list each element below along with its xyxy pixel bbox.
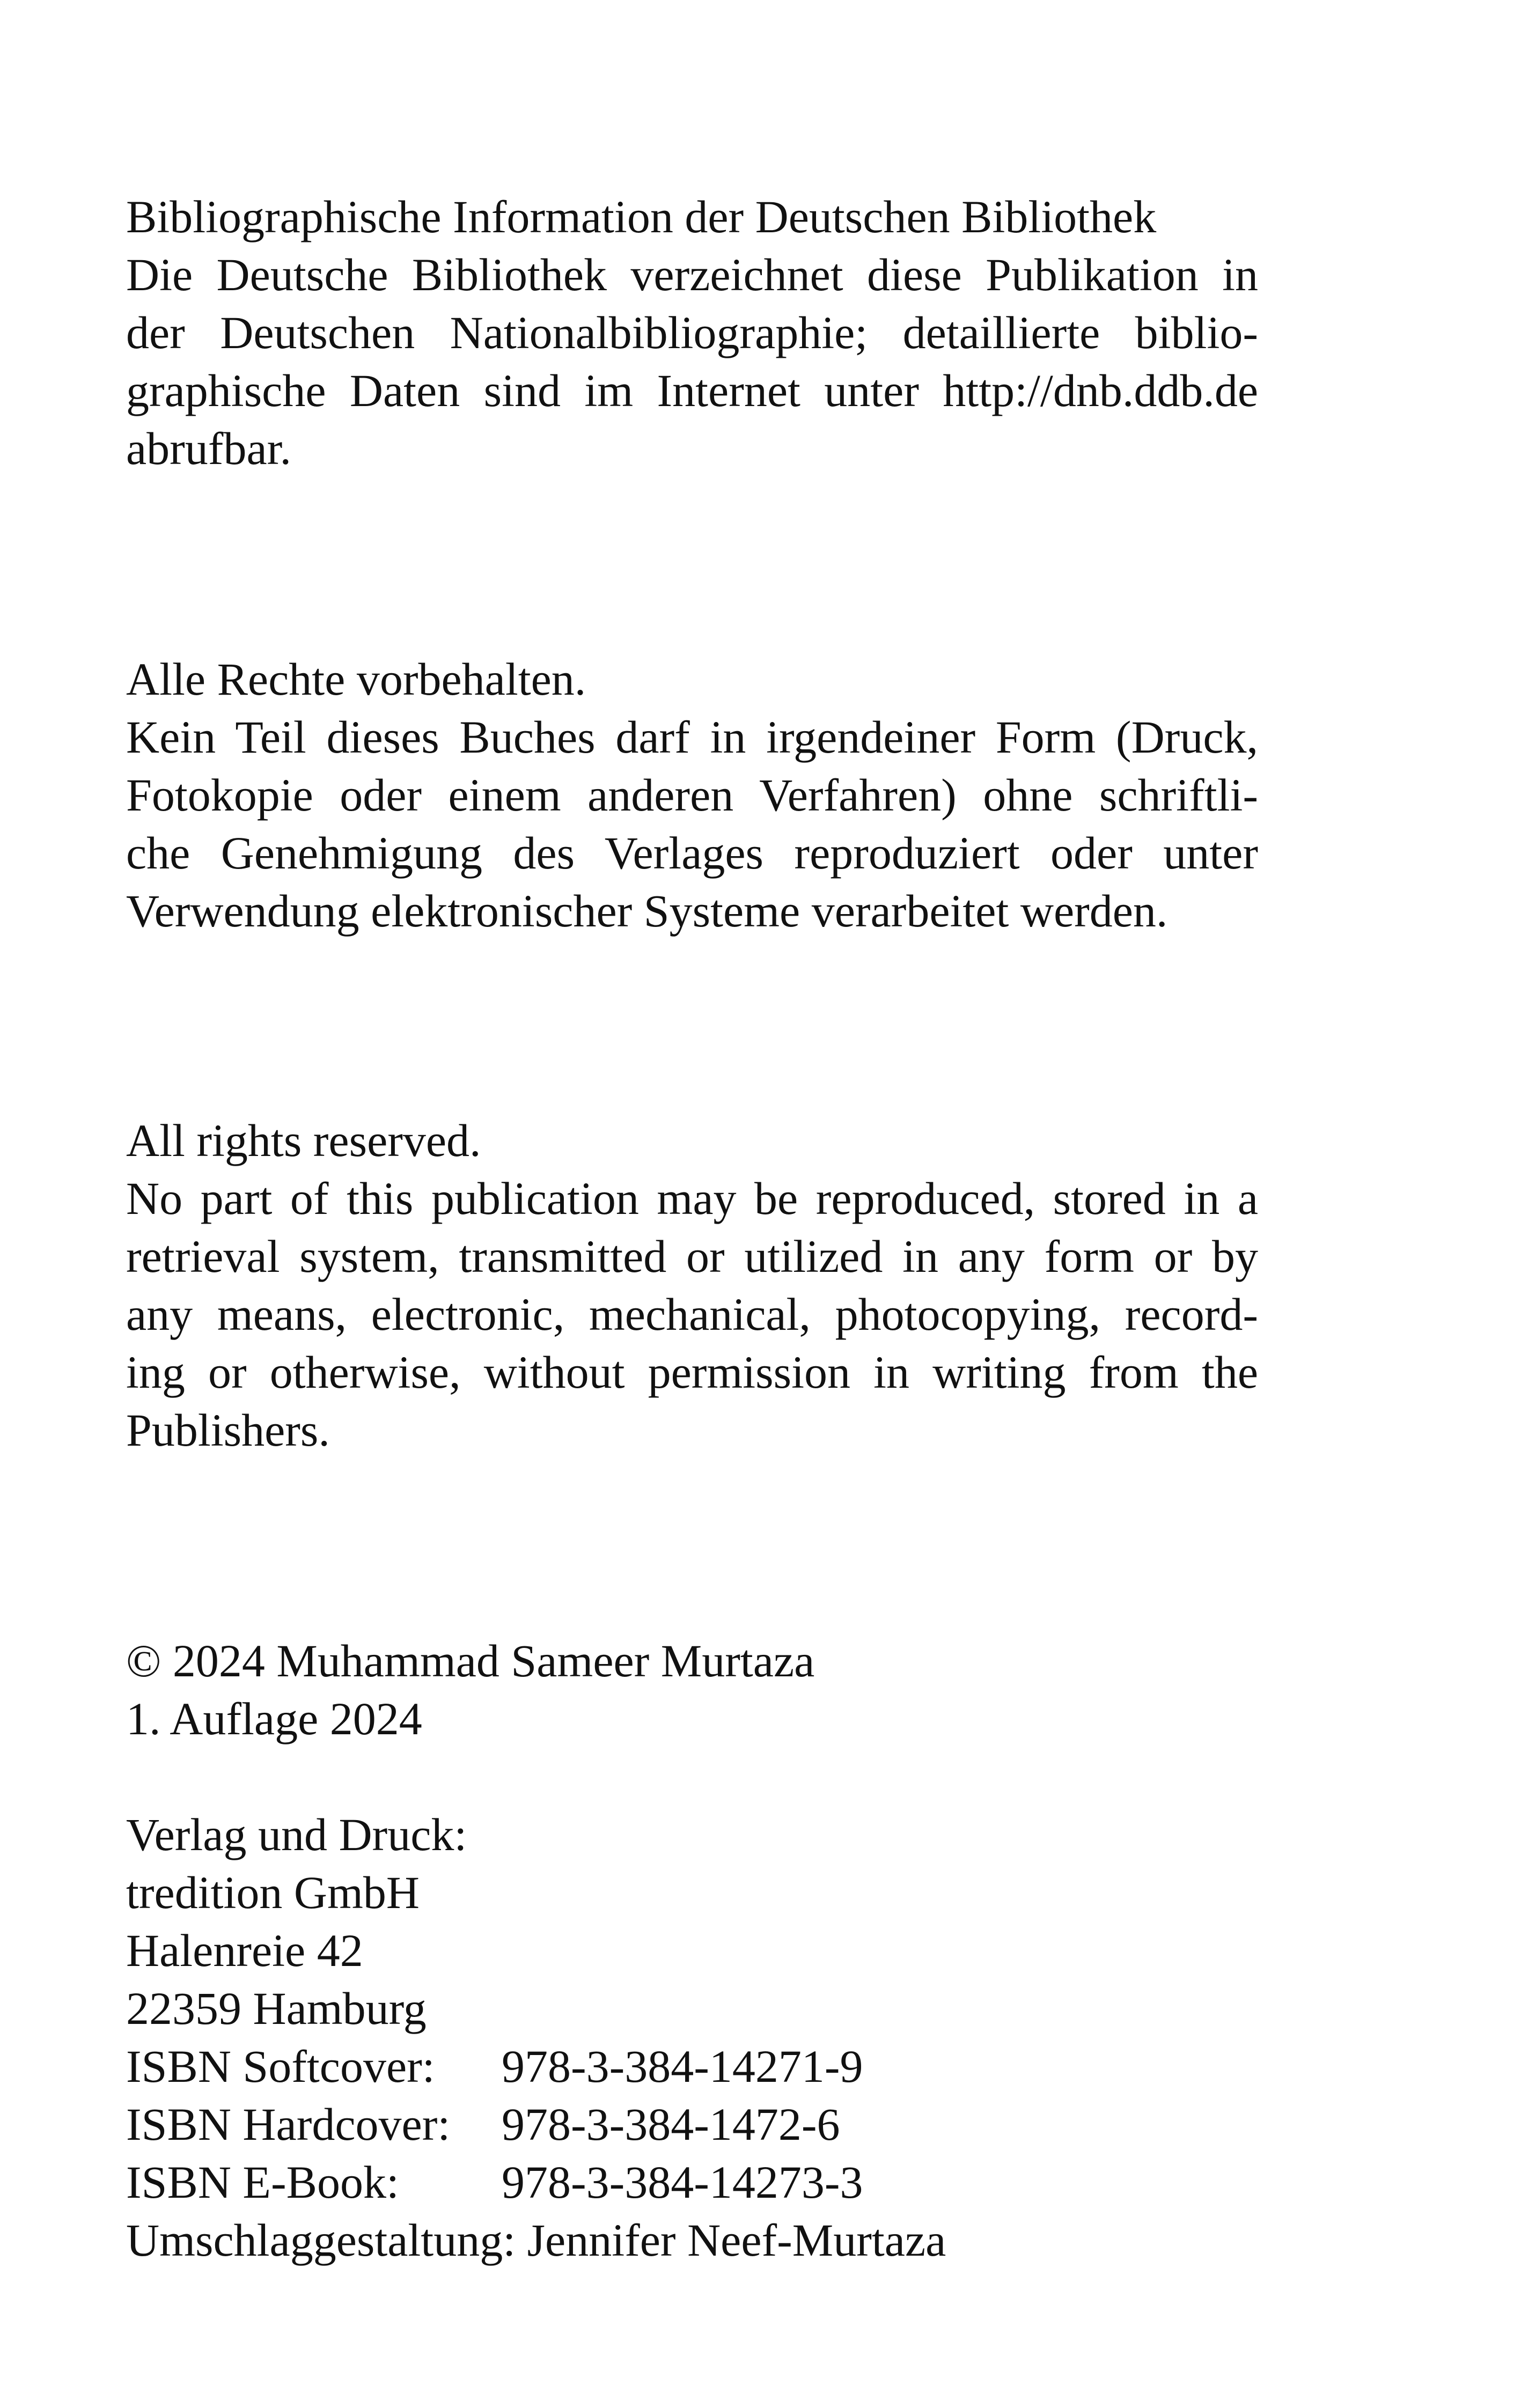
- rights-german-section: [126, 650, 1258, 940]
- rights-german-line: Verwendung elektronischer Systeme verarbeitet werden.: [126, 885, 1168, 937]
- copyright-section: [126, 1632, 1258, 1748]
- bibliographic-info-title: Bibliographische Information der Deutschen Bibliothek: [126, 191, 1157, 242]
- publisher-name: tredition GmbH: [126, 1867, 420, 1918]
- rights-english-line: ing or otherwise, without permission in writing from the: [126, 1346, 1258, 1398]
- rights-english-line: Publishers.: [126, 1404, 330, 1456]
- publisher-city: 22359 Hamburg: [126, 1983, 427, 2034]
- rights-german-heading: Alle Rechte vorbehalten.: [126, 653, 586, 705]
- copyright-notice: © 2024 Muhammad Sameer Murtaza: [126, 1635, 815, 1687]
- publisher-heading: Verlag und Druck:: [126, 1809, 467, 1860]
- cover-design-credit: Umschlaggestaltung: Jennifer Neef-Murtaza: [126, 2214, 946, 2266]
- isbn-value: 978-3-384-14271-9: [502, 2041, 863, 2092]
- edition-notice: 1. Auflage 2024: [126, 1693, 422, 1744]
- publisher-section: [126, 1806, 1258, 2269]
- rights-german-line: Kein Teil dieses Buches darf in irgendeiner Form (Druck,: [126, 711, 1258, 763]
- bibliographic-info-line: abrufbar.: [126, 423, 292, 474]
- isbn-row-hardcover: [126, 2095, 1258, 2153]
- isbn-label: ISBN Hardcover:: [126, 2098, 451, 2150]
- rights-english-heading: All rights reserved.: [126, 1115, 481, 1166]
- isbn-value: 978-3-384-14273-3: [502, 2156, 863, 2208]
- bibliographic-info-line: Die Deutsche Bibliothek verzeichnet diese Publikation in: [126, 249, 1258, 300]
- rights-german-line: che Genehmigung des Verlages reproduziert oder unter: [126, 827, 1258, 879]
- publisher-street: Halenreie 42: [126, 1925, 363, 1976]
- imprint-page: [126, 188, 1258, 2269]
- isbn-label: ISBN E-Book:: [126, 2156, 399, 2208]
- rights-english-line: No part of this publication may be reproduced, stored in a: [126, 1173, 1258, 1224]
- isbn-value: 978-3-384-1472-6: [502, 2098, 840, 2150]
- bibliographic-info-line: graphische Daten sind im Internet unter http://dnb.ddb.de: [126, 365, 1258, 416]
- isbn-row-softcover: [126, 2037, 1258, 2095]
- bibliographic-info-section: [126, 188, 1258, 477]
- rights-english-line: any means, electronic, mechanical, photocopying, record-: [126, 1288, 1258, 1340]
- bibliographic-info-line: der Deutschen Nationalbibliographie; detaillierte biblio-: [126, 307, 1258, 358]
- rights-english-section: [126, 1111, 1258, 1459]
- rights-german-line: Fotokopie oder einem anderen Verfahren) ohne schriftli-: [126, 769, 1258, 821]
- isbn-label: ISBN Softcover:: [126, 2041, 435, 2092]
- isbn-row-ebook: [126, 2153, 1258, 2211]
- rights-english-line: retrieval system, transmitted or utilized in any form or by: [126, 1231, 1258, 1282]
